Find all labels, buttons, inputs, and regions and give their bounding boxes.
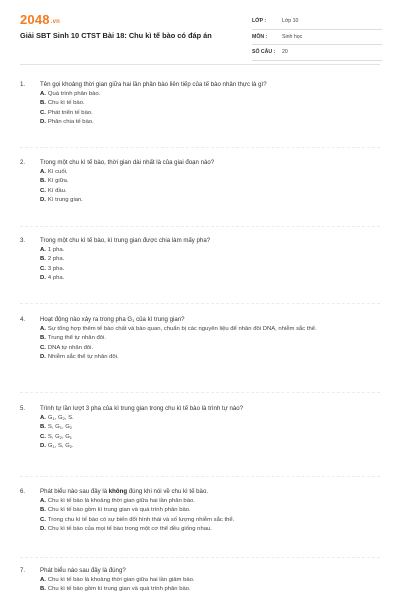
option-text-part: , G [54, 415, 63, 422]
option-b[interactable] [40, 585, 382, 593]
option-text [48, 423, 382, 431]
option-text-part: , G [61, 433, 70, 440]
question-number: 4. [20, 316, 26, 323]
option-d[interactable] [40, 353, 382, 361]
emphasis-word: không [108, 488, 128, 495]
option-a[interactable] [40, 325, 382, 333]
option-text-part: , G [61, 424, 70, 431]
question-stem [20, 237, 382, 245]
option-letter: A. [40, 326, 46, 333]
question-text-part: Hoạt động nào xảy ra trong pha G [40, 316, 133, 323]
option-text: 2 pha. [47, 256, 65, 263]
option-d[interactable] [40, 525, 382, 533]
option-text: Chu kì tế bào là khoảng thời gian giữa hai lần giảm bào. [47, 577, 195, 584]
meta-row-subject [252, 30, 382, 46]
site-logo[interactable] [20, 12, 60, 27]
page-title: Giải SBT Sinh 10 CTST Bài 18: Chu kì tế bào có đáp án [20, 31, 212, 40]
option-text-part: G [47, 442, 53, 449]
option-text-part: . [72, 442, 74, 449]
option-text: Phát triển tế bào. [47, 109, 93, 116]
option-text: Chu kì tế bào gồm kì trung gian và quá trình phân bào. [47, 507, 191, 514]
option-a[interactable] [40, 168, 382, 176]
option-d[interactable] [40, 118, 382, 126]
question-text-part: đúng khi nói về chu kì tế bào. [127, 488, 209, 495]
logo-brand: 2048 [20, 12, 50, 27]
question-1 [20, 81, 382, 126]
option-text: Nhiễm sắc thể tự nhân đôi. [47, 353, 119, 360]
option-text [48, 433, 382, 441]
question-5 [20, 405, 382, 450]
question-divider [20, 147, 380, 148]
meta-key: MÔN : [252, 33, 268, 40]
question-divider [20, 303, 380, 304]
question-divider [20, 476, 380, 477]
option-letter: C. [40, 516, 46, 523]
meta-row-count [252, 45, 382, 61]
option-text-part: S, G [47, 433, 60, 440]
question-text: Trình tự lần lượt 3 pha của kì trung gian trong chu kì tế bào là trình tự nào? [40, 405, 243, 412]
option-letter: B. [40, 256, 46, 263]
question-stem [20, 81, 382, 89]
subscript: 1 [69, 434, 73, 440]
meta-value: Lớp 10 [282, 18, 299, 25]
option-text: Sự tổng hợp thêm tế bào chất và bào quan, chuẩn bị các nguyên liệu để nhân đôi DNA, nhiễm sắc thể. [47, 326, 317, 333]
option-c[interactable] [40, 109, 382, 117]
option-text: Kì đầu. [47, 187, 67, 194]
option-a[interactable] [40, 90, 382, 98]
option-letter: B. [40, 335, 46, 342]
option-c[interactable] [40, 265, 382, 273]
question-text [40, 316, 382, 324]
option-letter: B. [40, 178, 46, 185]
question-text-part: Phát biểu nào sau đây là [40, 488, 109, 495]
subscript: 1 [59, 425, 62, 431]
option-d[interactable] [40, 442, 382, 450]
option-letter: D. [40, 118, 46, 125]
option-text: 3 pha. [47, 265, 65, 272]
option-text: Trong chu kì tế bào có sự biến đổi hình thái và số lượng nhiễm sắc thể. [47, 516, 235, 523]
option-c[interactable] [40, 187, 382, 195]
option-letter: D. [40, 353, 46, 360]
subscript: 2 [69, 443, 73, 449]
option-text [48, 414, 382, 422]
meta-row-grade [252, 14, 382, 30]
option-letter: C. [40, 433, 46, 440]
option-letter: C. [40, 187, 46, 194]
question-number: 3. [20, 237, 26, 244]
option-letter: B. [40, 507, 46, 514]
option-letter: C. [40, 109, 46, 116]
question-3 [20, 237, 382, 282]
option-letter: C. [40, 265, 46, 272]
meta-key: SỐ CÂU : [252, 49, 276, 56]
option-d[interactable] [40, 196, 382, 204]
option-letter: B. [40, 424, 46, 431]
option-text: Kì giữa. [47, 178, 69, 185]
subscript: 2 [69, 425, 73, 431]
option-letter: A. [40, 91, 46, 98]
question-text: Trong một chu kì tế bào, kì trung gian được chia làm mấy pha? [40, 237, 211, 244]
subscript: 1 [52, 443, 55, 449]
option-b[interactable] [40, 177, 382, 185]
option-letter: B. [40, 586, 46, 593]
question-text [40, 488, 382, 496]
option-text: Chu kì tế bào là khoảng thời gian giữa hai lần phân bào. [47, 498, 195, 505]
option-text: Kì cuối. [47, 169, 68, 176]
question-number: 1. [20, 81, 26, 88]
question-text-part: của kì trung gian? [134, 316, 185, 323]
option-text: Kì trung gian. [47, 196, 83, 203]
subscript: 1 [132, 318, 135, 323]
option-text: Phân chia tế bào. [47, 118, 94, 125]
logo-tld: .vn [50, 19, 61, 25]
question-number: 5. [20, 405, 26, 412]
option-b[interactable] [40, 506, 382, 514]
option-text: 1 pha. [47, 247, 65, 254]
option-text: Chu kì tế bào. [47, 100, 85, 107]
option-text: 4 pha. [47, 274, 65, 281]
meta-value: 20 [282, 49, 288, 56]
option-a[interactable] [40, 246, 382, 254]
option-letter: A. [40, 415, 46, 422]
option-d[interactable] [40, 274, 382, 282]
option-text: Chu kì tế bào gồm kì trung gian và quá trình phân bào. [47, 586, 191, 593]
subscript: 2 [62, 416, 65, 422]
question-stem [20, 159, 382, 167]
question-text: Trong một chu kì tế bào, thời gian dài nhất là của giai đoạn nào? [40, 159, 215, 166]
option-b[interactable] [40, 423, 382, 431]
option-text-part: , S, G [54, 442, 70, 449]
option-letter: D. [40, 274, 46, 281]
option-b[interactable] [40, 255, 382, 263]
option-text-part: S, G [47, 424, 60, 431]
option-letter: A. [40, 247, 46, 254]
option-a[interactable] [40, 497, 382, 505]
meta-info [252, 14, 382, 61]
question-text: Tên gọi khoảng thời gian giữa hai lần phân bào liên tiếp của tế bào nhân thực là gì? [40, 81, 267, 88]
question-number: 7. [20, 567, 26, 574]
option-text-part: , S. [64, 415, 74, 422]
option-c[interactable] [40, 516, 382, 524]
option-letter: D. [40, 442, 46, 449]
option-c[interactable] [40, 344, 382, 352]
page-header [0, 0, 400, 60]
question-4 [20, 316, 382, 361]
option-text [48, 442, 382, 450]
question-stem [20, 316, 382, 324]
option-b[interactable] [40, 99, 382, 107]
option-letter: D. [40, 196, 46, 203]
header-divider [20, 64, 380, 65]
question-text: Phát biểu nào sau đây là đúng? [40, 567, 126, 574]
question-stem [20, 567, 382, 575]
question-number: 6. [20, 488, 26, 495]
question-6 [20, 488, 382, 533]
option-text: Quá trình phân bào. [47, 91, 101, 98]
option-letter: A. [40, 498, 46, 505]
option-letter: C. [40, 344, 46, 351]
option-text-part: G [47, 415, 53, 422]
option-letter: B. [40, 100, 46, 107]
subscript: 1 [52, 416, 55, 422]
option-letter: D. [40, 525, 46, 532]
question-divider [20, 557, 380, 558]
option-letter: A. [40, 577, 46, 584]
option-a[interactable] [40, 414, 382, 422]
question-divider [20, 392, 380, 393]
option-text: Chu kì tế bào của mọi tế bào trong một cơ thể đều giống nhau. [47, 525, 212, 532]
option-b[interactable] [40, 334, 382, 342]
question-2 [20, 159, 382, 204]
option-text: DNA tự nhân đôi. [47, 344, 94, 351]
option-c[interactable] [40, 433, 382, 441]
question-number: 2. [20, 159, 26, 166]
option-letter: A. [40, 169, 46, 176]
option-text: Trung thể tự nhân đôi. [47, 335, 106, 342]
question-stem [20, 488, 382, 496]
question-divider [20, 226, 380, 227]
meta-key: LỚP : [252, 18, 267, 25]
option-a[interactable] [40, 576, 382, 584]
subscript: 2 [59, 434, 62, 440]
question-stem [20, 405, 382, 413]
question-7 [20, 567, 382, 593]
meta-value: Sinh học [282, 33, 303, 40]
